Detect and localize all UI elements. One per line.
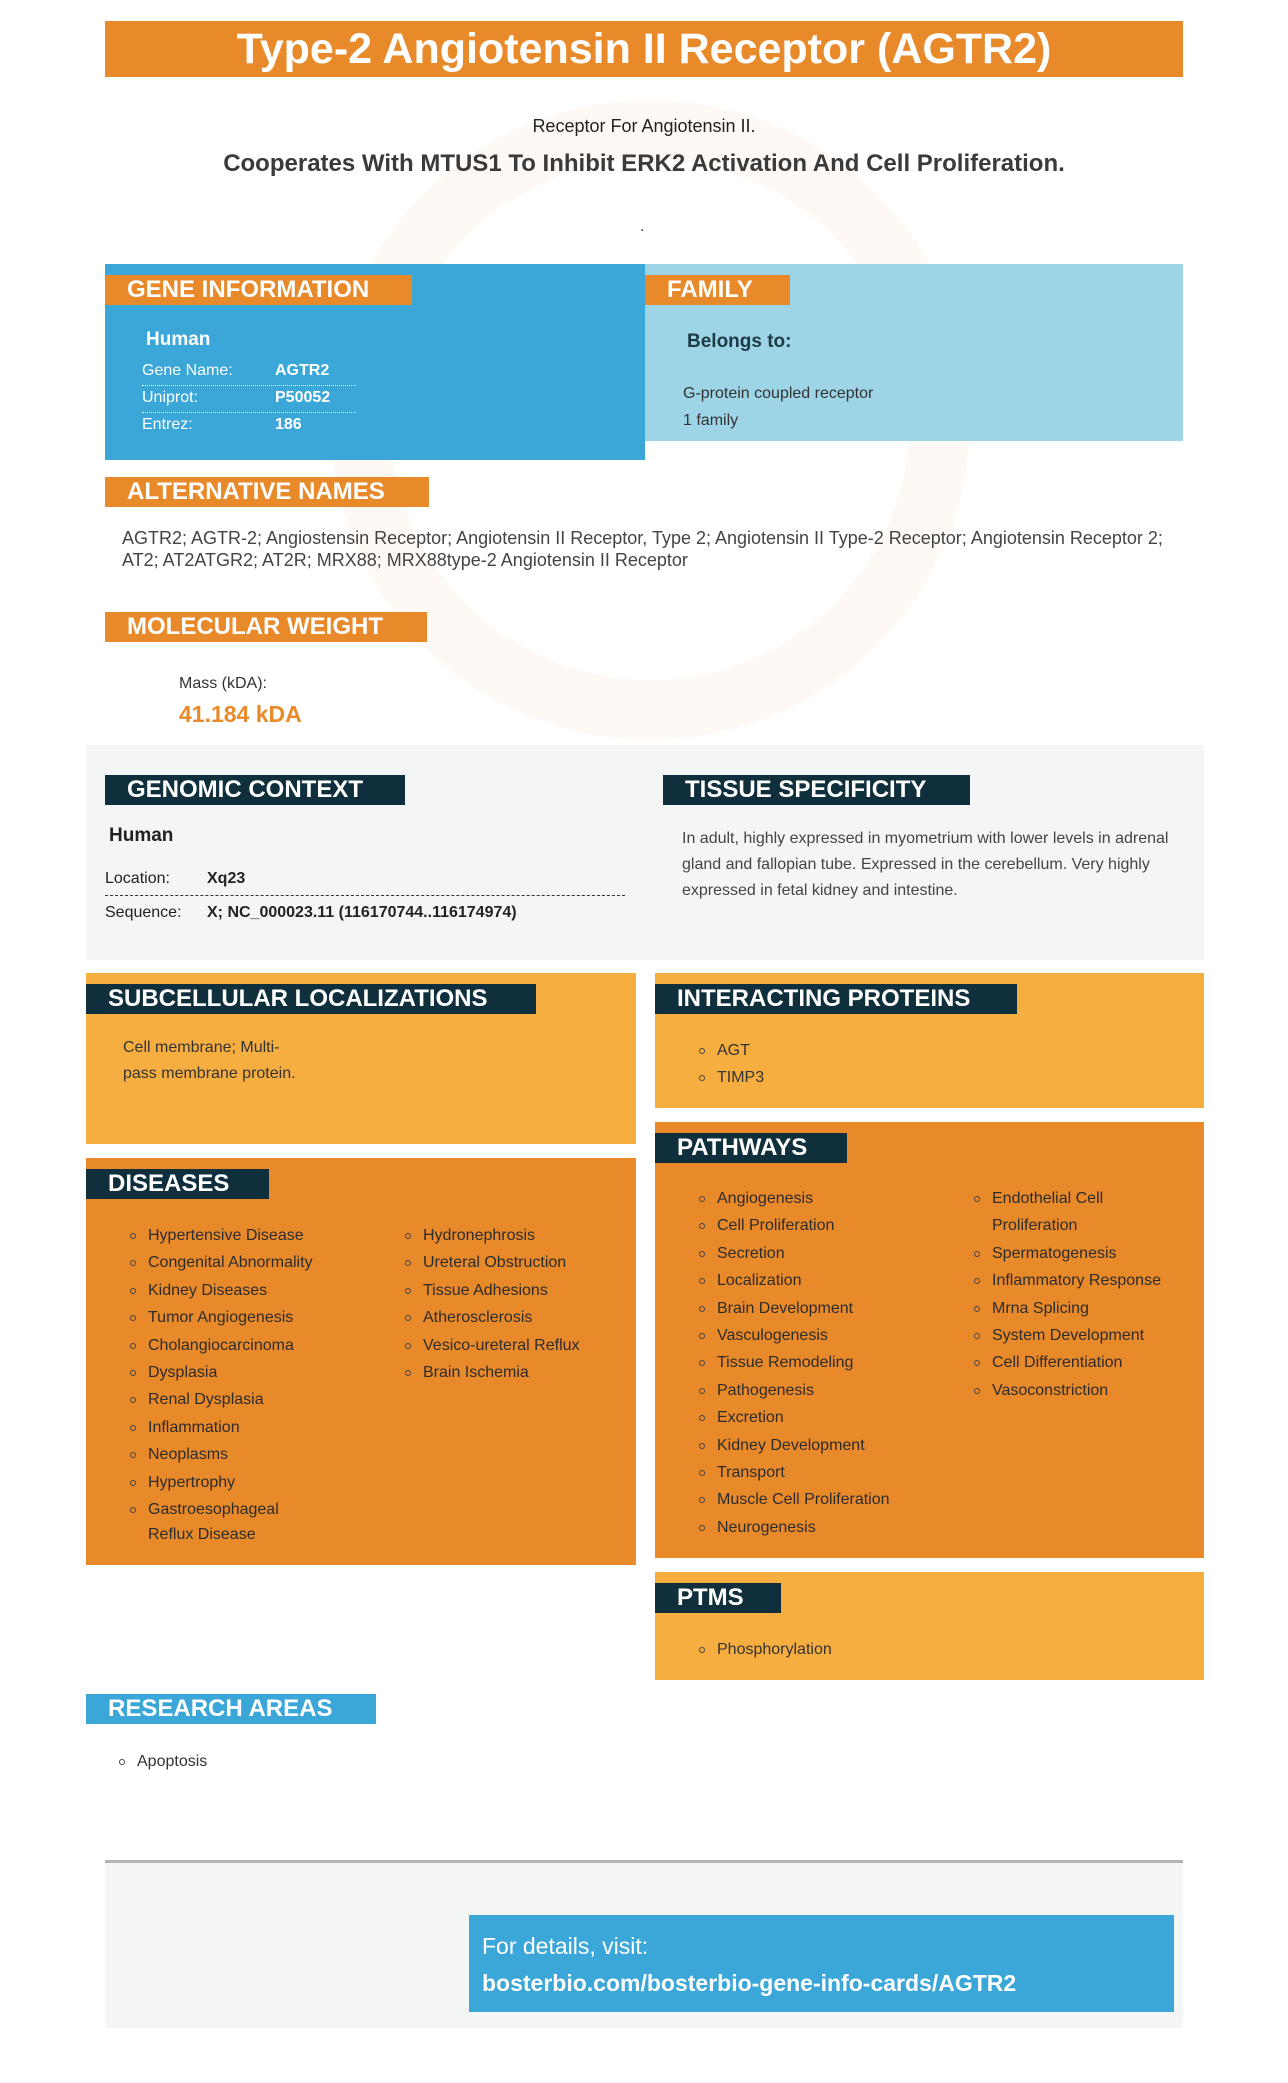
location-key: Location: [105,870,170,887]
genomic-context-heading: GENOMIC CONTEXT [105,775,405,805]
list-item: Cell Proliferation [697,1212,957,1239]
alternative-names-text: AGTR2; AGTR-2; Angiostensin Receptor; Angiotensin II Receptor, Type 2; Angiotensin II Type-2 Receptor; Angiotensin Receptor 2; AT2; AT2ATGR2; AT2R; MRX88; MRX88type-2 Angiotensin II Receptor [122,528,1163,570]
list-item: Localization [697,1267,957,1294]
list-item: Spermatogenesis [972,1240,1192,1267]
location-value: Xq23 [207,870,246,887]
list-item: Tissue Remodeling [697,1349,957,1376]
family-belongs-label: Belongs to: [687,331,792,352]
subcellular-heading: SUBCELLULAR LOCALIZATIONS [86,984,536,1014]
list-item: Neurogenesis [697,1514,957,1541]
subcellular-text: Cell membrane; Multi-pass membrane protein. [123,1039,296,1082]
list-item: AGT [697,1037,764,1064]
list-item: Vasoconstriction [972,1377,1192,1404]
alternative-names-heading: ALTERNATIVE NAMES [105,477,429,507]
list-item: Neoplasms [128,1441,328,1468]
list-item: Vasculogenesis [697,1322,957,1349]
list-item: Cell Differentiation [972,1349,1192,1376]
details-prompt: For details, visit: [482,1933,649,1959]
list-item: Angiogenesis [697,1185,957,1212]
list-item: Mrna Splicing [972,1295,1192,1322]
list-item: Brain Ischemia [403,1359,623,1386]
list-item: Congenital Abnormality [128,1249,328,1276]
gene-information-heading: GENE INFORMATION [105,275,412,305]
diseases-list-col1 [128,1222,328,1547]
pathways-list-col2 [972,1185,1192,1404]
separator-dot: . [640,218,645,235]
list-item: Hydronephrosis [403,1222,623,1249]
entrez-key: Entrez: [142,416,193,433]
list-item: Apoptosis [117,1748,207,1775]
research-areas-list [117,1748,207,1775]
sequence-row [105,896,625,929]
list-item: Tumor Angiogenesis [128,1304,328,1331]
pathways-heading: PATHWAYS [655,1133,847,1163]
list-item: Cholangiocarcinoma [128,1332,328,1359]
list-item: Dysplasia [128,1359,328,1386]
family-heading: FAMILY [645,275,790,305]
list-item: Phosphorylation [697,1636,832,1663]
ptms-heading: PTMS [655,1583,781,1613]
genomic-species: Human [109,825,174,846]
list-item: Ureteral Obstruction [403,1249,623,1276]
protein-subtitle: Receptor For Angiotensin II. [532,116,756,136]
mass-value: 41.184 kDA [179,701,302,727]
tissue-specificity-heading: TISSUE SPECIFICITY [663,775,970,805]
research-areas-heading: RESEARCH AREAS [86,1694,376,1724]
gene-name-row [142,358,356,386]
list-item: Inflammation [128,1414,328,1441]
family-line-1: G-protein coupled receptor [683,385,874,402]
interacting-proteins-list [697,1037,764,1092]
sequence-key: Sequence: [105,904,182,921]
uniprot-row [142,385,356,413]
list-item: Muscle Cell Proliferation [697,1486,957,1513]
ptms-list [697,1636,832,1663]
uniprot-value: P50052 [275,389,331,406]
list-item: Inflammatory Response [972,1267,1192,1294]
list-item: Tissue Adhesions [403,1277,623,1304]
list-item: Renal Dysplasia [128,1386,328,1413]
list-item: Atherosclerosis [403,1304,623,1331]
pathways-list-col1 [697,1185,957,1541]
list-item: Kidney Diseases [128,1277,328,1304]
family-text [683,380,873,434]
list-item: Kidney Development [697,1432,957,1459]
family-line-2: 1 family [683,412,739,429]
list-item: Secretion [697,1240,957,1267]
interacting-proteins-heading: INTERACTING PROTEINS [655,984,1017,1014]
tissue-specificity-text: In adult, highly expressed in myometrium with lower levels in adrenal gland and fallopian tube. Expressed in the cerebellum. Very highly expressed in fetal kidney and intestine. [682,830,1169,899]
sequence-value: X; NC_000023.11 (116170744..116174974) [207,904,517,921]
mass-label: Mass (kDA): [179,675,267,692]
gene-name-key: Gene Name: [142,362,233,379]
location-row [105,862,625,896]
list-item: Hypertensive Disease [128,1222,328,1249]
diseases-heading: DISEASES [86,1169,269,1199]
function-summary: Cooperates With MTUS1 To Inhibit ERK2 Activation And Cell Proliferation. [223,150,1065,177]
list-item: TIMP3 [697,1064,764,1091]
list-item: Excretion [697,1404,957,1431]
list-item: Gastroesophageal Reflux Disease [128,1496,328,1547]
list-item: System Development [972,1322,1192,1349]
list-item: Brain Development [697,1295,957,1322]
diseases-list-col2 [403,1222,623,1386]
gene-species: Human [146,329,211,350]
list-item: Pathogenesis [697,1377,957,1404]
list-item: Endothelial Cell Proliferation [972,1185,1192,1240]
list-item: Transport [697,1459,957,1486]
page-title: Type-2 Angiotensin II Receptor (AGTR2) [105,21,1183,77]
entrez-row [142,412,356,439]
details-link-box[interactable] [469,1915,1174,2012]
list-item: Vesico-ureteral Reflux [403,1332,623,1359]
details-link[interactable]: bosterbio.com/bosterbio-gene-info-cards/AGTR2 [482,1970,1017,1996]
entrez-value: 186 [275,416,302,433]
list-item: Hypertrophy [128,1469,328,1496]
uniprot-key: Uniprot: [142,389,199,406]
gene-name-value: AGTR2 [275,362,330,379]
molecular-weight-heading: MOLECULAR WEIGHT [105,612,427,642]
